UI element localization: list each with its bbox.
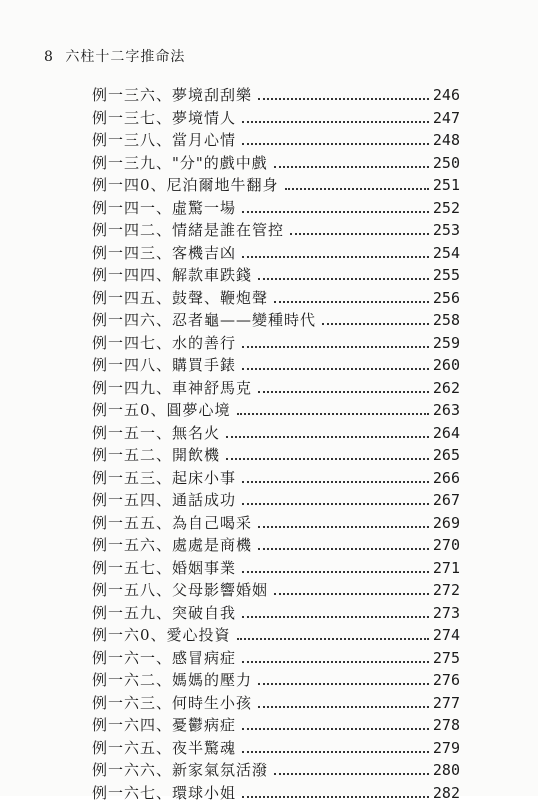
toc-entry — [92, 692, 460, 715]
dot-leader — [226, 458, 429, 460]
toc-entry-page: 271 — [433, 559, 460, 577]
toc-entry-page: 269 — [433, 514, 460, 532]
dot-leader — [290, 233, 429, 235]
toc-entry — [92, 422, 460, 445]
toc-entry — [92, 782, 460, 804]
toc-entry — [92, 489, 460, 512]
toc-entry-title: 例一四七、水的善行 — [92, 332, 236, 353]
toc-entry — [92, 444, 460, 467]
dot-leader — [258, 548, 429, 550]
dot-leader — [258, 278, 429, 280]
toc-entry — [92, 107, 460, 130]
toc-entry-title: 例一四0、尼泊爾地牛翻身 — [92, 174, 279, 195]
toc-entry-page: 265 — [433, 446, 460, 464]
toc-entry-page: 252 — [433, 199, 460, 217]
dot-leader — [242, 728, 429, 730]
toc-entry-title: 例一五一、無名火 — [92, 422, 220, 443]
toc-entry-title: 例一四六、忍者龜——變種時代 — [92, 309, 316, 330]
toc-entry — [92, 84, 460, 107]
dot-leader — [258, 526, 429, 528]
toc-entry-page: 266 — [433, 469, 460, 487]
page-header — [44, 46, 185, 66]
toc-entry — [92, 377, 460, 400]
toc-entry-page: 259 — [433, 334, 460, 352]
toc-entry — [92, 242, 460, 265]
dot-leader — [274, 773, 429, 775]
toc-entry-title: 例一四八、購買手錶 — [92, 354, 236, 375]
toc-entry — [92, 152, 460, 175]
dot-leader — [242, 503, 429, 505]
toc-entry-title: 例一六三、何時生小孩 — [92, 692, 252, 713]
toc-entry-page: 248 — [433, 131, 460, 149]
toc-entry-page: 251 — [433, 176, 460, 194]
dot-leader — [242, 346, 429, 348]
toc-entry — [92, 219, 460, 242]
toc-entry — [92, 309, 460, 332]
dot-leader — [242, 256, 429, 258]
toc-entry — [92, 467, 460, 490]
toc-entry — [92, 287, 460, 310]
toc-entry-page: 279 — [433, 739, 460, 757]
toc-entry-page: 277 — [433, 694, 460, 712]
toc-entry-page: 270 — [433, 536, 460, 554]
toc-entry-title: 例一四五、鼓聲、鞭炮聲 — [92, 287, 268, 308]
toc-entry-title: 例一四九、車神舒馬克 — [92, 377, 252, 398]
toc-entry — [92, 399, 460, 422]
dot-leader — [242, 211, 429, 213]
dot-leader — [237, 413, 429, 415]
dot-leader — [258, 706, 429, 708]
toc-entry-title: 例一三八、當月心情 — [92, 129, 236, 150]
toc-entry — [92, 647, 460, 670]
toc-entry-title: 例一五四、通話成功 — [92, 489, 236, 510]
toc-entry — [92, 264, 460, 287]
toc-entry-title: 例一四三、客機吉凶 — [92, 242, 236, 263]
dot-leader — [274, 301, 429, 303]
dot-leader — [322, 323, 429, 325]
toc-entry — [92, 624, 460, 647]
dot-leader — [242, 751, 429, 753]
toc-entry-title: 例一六四、憂鬱病症 — [92, 714, 236, 735]
dot-leader — [242, 661, 429, 663]
toc-entry-page: 254 — [433, 244, 460, 262]
toc-entry-title: 例一三六、夢境刮刮樂 — [92, 84, 252, 105]
dot-leader — [242, 571, 429, 573]
toc-entry-page: 276 — [433, 671, 460, 689]
book-title: 六柱十二字推命法 — [65, 49, 185, 65]
toc-entry-title: 例一三九、"分"的戲中戲 — [92, 152, 268, 173]
toc-entry-page: 267 — [433, 491, 460, 509]
toc-entry-page: 273 — [433, 604, 460, 622]
toc-entry-title: 例一五六、處處是商機 — [92, 534, 252, 555]
toc-entry — [92, 579, 460, 602]
toc-entry-page: 250 — [433, 154, 460, 172]
toc-entry — [92, 669, 460, 692]
toc-entry — [92, 534, 460, 557]
dot-leader — [237, 638, 429, 640]
toc-entry — [92, 557, 460, 580]
dot-leader — [258, 391, 429, 393]
toc-entry-title: 例一五七、婚姻事業 — [92, 557, 236, 578]
toc-entry-title: 例一六二、媽媽的壓力 — [92, 669, 252, 690]
toc-entry — [92, 512, 460, 535]
toc-entry-title: 例一三七、夢境情人 — [92, 107, 236, 128]
toc-entry — [92, 129, 460, 152]
dot-leader — [242, 121, 429, 123]
dot-leader — [258, 98, 429, 100]
toc-entry-title: 例一六0、愛心投資 — [92, 624, 231, 645]
toc-entry — [92, 602, 460, 625]
toc-entry-title: 例一四二、情緒是誰在管控 — [92, 219, 284, 240]
dot-leader — [242, 616, 429, 618]
toc-entry — [92, 332, 460, 355]
toc-entry-title: 例一六五、夜半驚魂 — [92, 737, 236, 758]
toc-entry-title: 例一五五、為自己喝采 — [92, 512, 252, 533]
toc-entry-page: 274 — [433, 626, 460, 644]
toc-entry-title: 例一五三、起床小事 — [92, 467, 236, 488]
toc-entry — [92, 174, 460, 197]
toc-entry-title: 例一四一、虛驚一場 — [92, 197, 236, 218]
dot-leader — [242, 368, 429, 370]
toc-entry-page: 255 — [433, 266, 460, 284]
toc-entry-page: 247 — [433, 109, 460, 127]
toc-entry-title: 例一六六、新家氣氛活潑 — [92, 759, 268, 780]
dot-leader — [274, 166, 429, 168]
toc-entry-page: 246 — [433, 86, 460, 104]
toc-entry-title: 例一六七、環球小姐 — [92, 782, 236, 803]
toc-entry-title: 例一五二、開飲機 — [92, 444, 220, 465]
toc-entry-title: 例一五0、圓夢心境 — [92, 399, 231, 420]
toc-entry — [92, 714, 460, 737]
toc-entry — [92, 759, 460, 782]
toc-entry-page: 278 — [433, 716, 460, 734]
dot-leader — [274, 593, 429, 595]
dot-leader — [242, 481, 429, 483]
toc-entry-page: 272 — [433, 581, 460, 599]
toc-entry — [92, 737, 460, 760]
dot-leader — [242, 143, 429, 145]
toc-entry-page: 280 — [433, 761, 460, 779]
dot-leader — [226, 436, 429, 438]
dot-leader — [258, 683, 429, 685]
toc-entry-page: 282 — [433, 784, 460, 802]
table-of-contents — [92, 84, 460, 804]
toc-entry-page: 256 — [433, 289, 460, 307]
toc-entry-title: 例一六一、感冒病症 — [92, 647, 236, 668]
toc-entry-page: 263 — [433, 401, 460, 419]
toc-entry — [92, 197, 460, 220]
toc-entry-page: 253 — [433, 221, 460, 239]
toc-entry-page: 260 — [433, 356, 460, 374]
toc-entry-title: 例一四四、解款車跌錢 — [92, 264, 252, 285]
toc-entry-title: 例一五九、突破自我 — [92, 602, 236, 623]
toc-entry-page: 264 — [433, 424, 460, 442]
toc-entry-page: 262 — [433, 379, 460, 397]
toc-entry-title: 例一五八、父母影響婚姻 — [92, 579, 268, 600]
dot-leader — [285, 188, 429, 190]
toc-entry-page: 275 — [433, 649, 460, 667]
toc-entry — [92, 354, 460, 377]
page-number: 8 — [44, 49, 54, 65]
toc-entry-page: 258 — [433, 311, 460, 329]
